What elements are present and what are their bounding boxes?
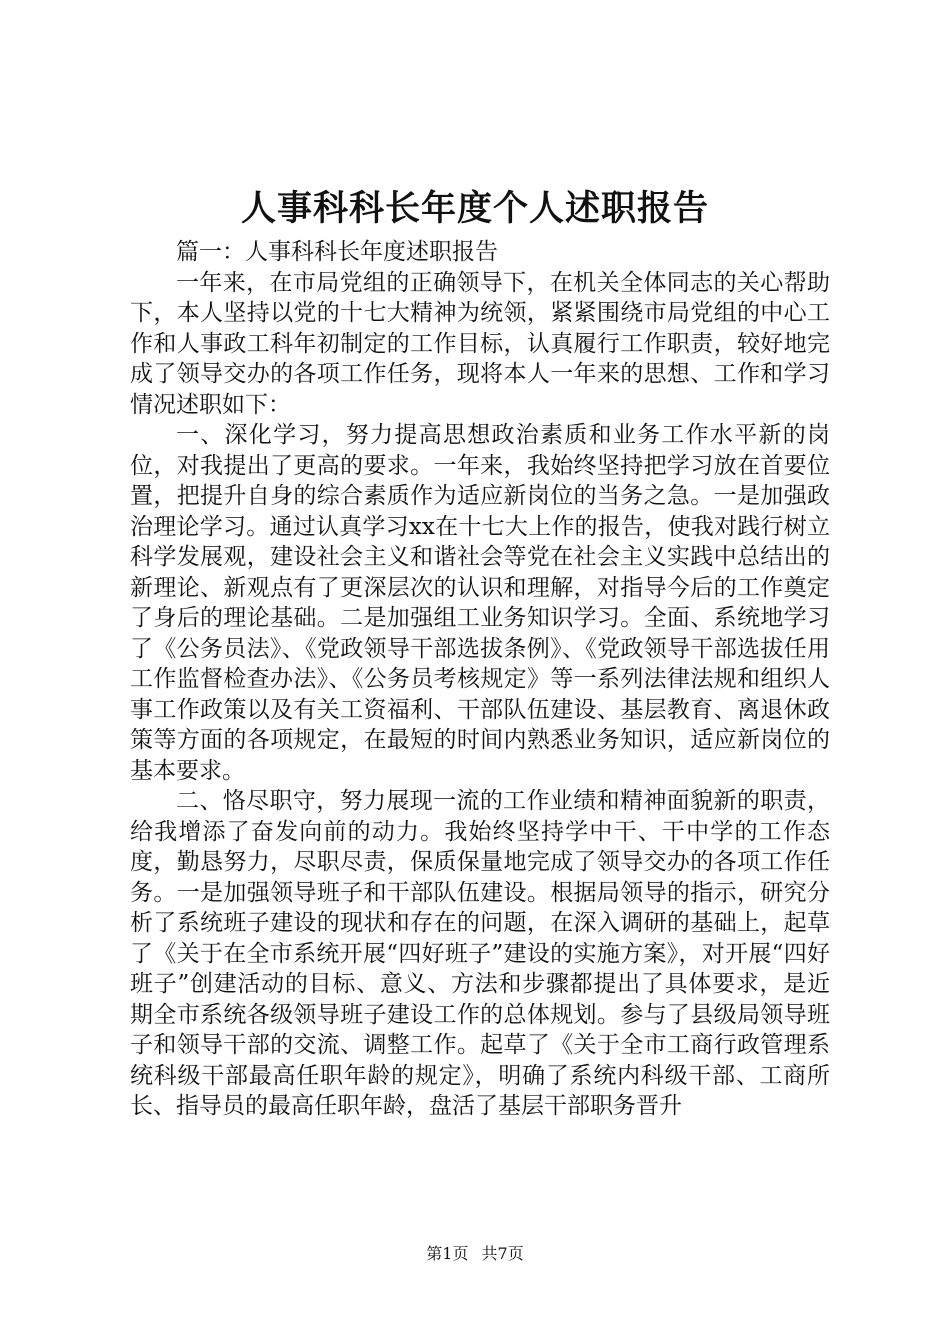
section-heading: 篇一：人事科科长年度述职报告	[176, 239, 498, 265]
page-footer	[0, 1244, 950, 1264]
paragraph-intro: 一年来，在市局党组的正确领导下，在机关全体同志的关心帮助下，本人坚持以党的十七大精神为统领，紧紧围绕市局党组的中心工作和人事政工科年初制定的工作目标，认真履行工作职责，较好地完成了领导交办的各项工作任务，现将本人一年来的思想、工作和学习情况述职如下：	[130, 269, 830, 418]
page-number: 第1页	[426, 1244, 469, 1263]
page-total: 共7页	[481, 1244, 524, 1263]
paragraph-duty: 二、恪尽职守，努力展现一流的工作业绩和精神面貌新的职责，给我增添了奋发向前的动力。我始终坚持学中干、干中学的工作态度，勤恳努力，尽职尽责，保质保量地完成了领导交办的各项工作任务。一是加强领导班子和干部队伍建设。根据局领导的指示，研究分析了系统班子建设的现状和存在的问题，在深入调研的基础上，起草了《关于在全市系统开展“四好班子”建设的实施方案》，对开展“四好班子”创建活动的目标、意义、方法和步骤都提出了具体要求，是近期全市系统各级领导班子建设工作的总体规划。参与了县级局领导班子和领导干部的交流、调整工作。起草了《关于全市工商行政管理系统科级干部最高任职年龄的规定》，明确了系统内科级干部、工商所长、指导员的最高任职年龄，盘活了基层干部职务晋升	[130, 788, 830, 1119]
paragraph-study: 一、深化学习，努力提高思想政治素质和业务工作水平新的岗位，对我提出了更高的要求。一年来，我始终坚持把学习放在首要位置，把提升自身的综合素质作为适应新岗位的当务之急。一是加强政治理论学习。通过认真学习xx在十七大上作的报告，使我对践行树立科学发展观，建设社会主义和谐社会等党在社会主义实践中总结出的新理论、新观点有了更深层次的认识和理解，对指导今后的工作奠定了身后的理论基础。二是加强组工业务知识学习。全面、系统地学习了《公务员法》、《党政领导干部选拔条例》、《党政领导干部选拔任用工作监督检查办法》、《公务员考核规定》等一系列法律法规和组织人事工作政策以及有关工资福利、干部队伍建设、基层教育、离退休政策等方面的各项规定，在最短的时间内熟悉业务知识，适应新岗位的基本要求。	[130, 422, 830, 784]
document-title: 人事科科长年度个人述职报告	[240, 188, 709, 229]
document-body	[130, 237, 830, 1122]
